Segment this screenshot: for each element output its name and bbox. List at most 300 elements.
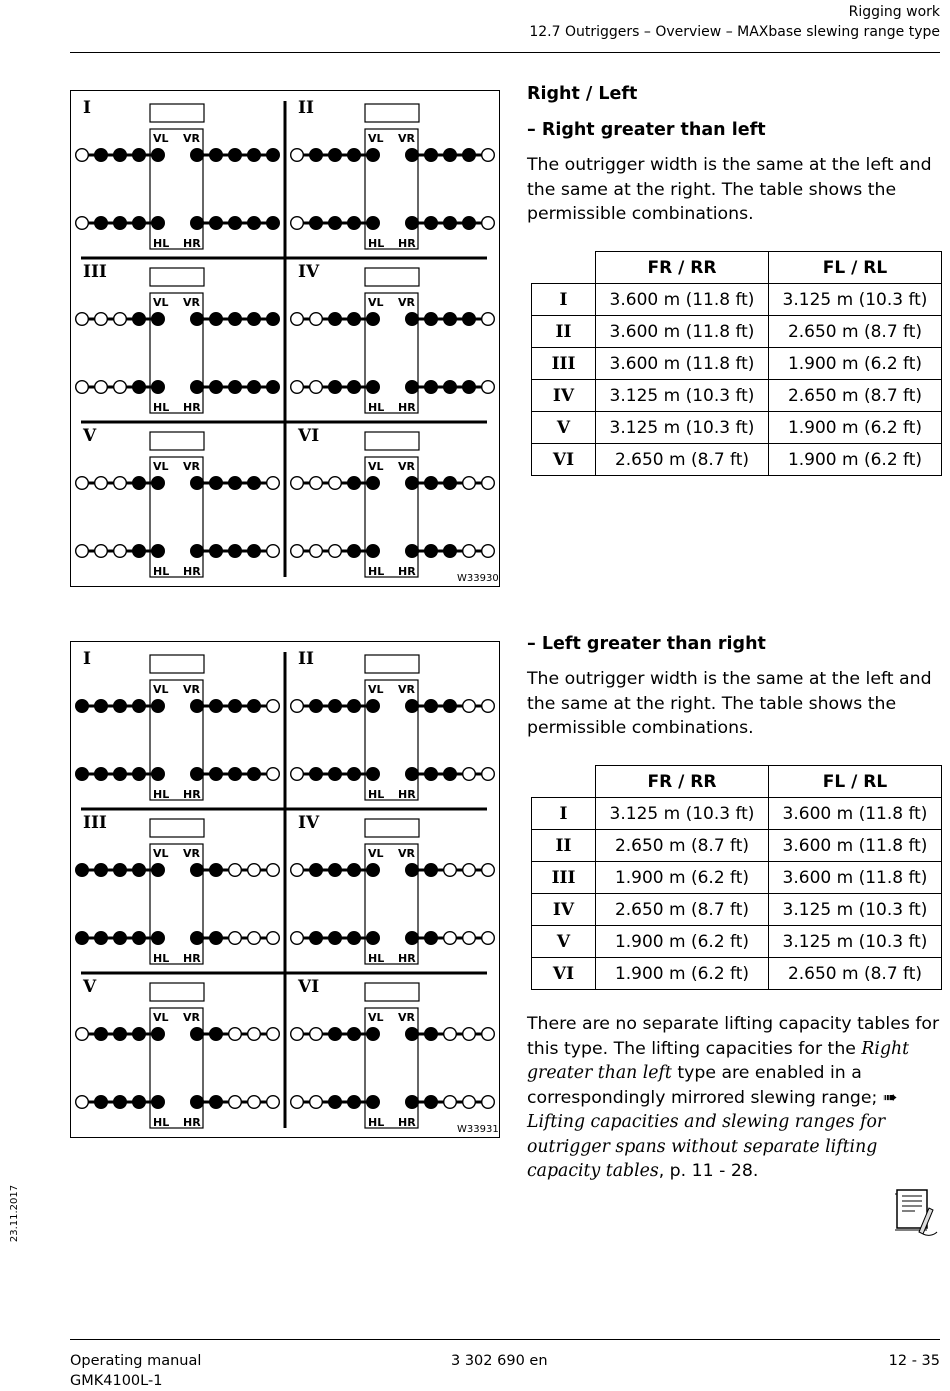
outrigger-pad-open bbox=[248, 864, 261, 877]
outrigger-pad-extended bbox=[229, 381, 242, 394]
panel-label: I bbox=[83, 649, 91, 669]
outrigger-pad-open bbox=[267, 932, 280, 945]
outrigger-pad-open bbox=[310, 545, 323, 558]
outrigger-panel-5 bbox=[76, 977, 280, 1129]
outrigger-pad-extended bbox=[406, 700, 419, 713]
axle-label-vr: VR bbox=[398, 683, 415, 696]
axle-label-vr: VR bbox=[183, 132, 200, 145]
outrigger-pad-extended bbox=[444, 313, 457, 326]
outrigger-pad-extended bbox=[329, 1096, 342, 1109]
subheading-right-greater: – Right greater than left bbox=[527, 120, 766, 140]
axle-label-vl: VL bbox=[153, 847, 169, 860]
axle-label-vl: VL bbox=[368, 132, 384, 145]
outrigger-pad-extended bbox=[191, 217, 204, 230]
outrigger-pad-extended bbox=[133, 149, 146, 162]
outrigger-pad-extended bbox=[310, 217, 323, 230]
axle-label-vl: VL bbox=[368, 683, 384, 696]
outrigger-pad-extended bbox=[406, 149, 419, 162]
axle-label-vr: VR bbox=[183, 847, 200, 860]
outrigger-pad-extended bbox=[425, 477, 438, 490]
axle-label-vr: VR bbox=[183, 1011, 200, 1024]
outrigger-pad-extended bbox=[95, 700, 108, 713]
outrigger-panel-2 bbox=[291, 98, 495, 250]
outrigger-pad-open bbox=[229, 864, 242, 877]
outrigger-pad-open bbox=[463, 545, 476, 558]
outrigger-pad-extended bbox=[133, 932, 146, 945]
panel-label: VI bbox=[298, 977, 320, 997]
outrigger-pad-extended bbox=[133, 217, 146, 230]
outrigger-pad-open bbox=[310, 313, 323, 326]
table-row: VI 2.650 m (8.7 ft) 1.900 m (6.2 ft) bbox=[532, 444, 942, 476]
outrigger-pad-open bbox=[114, 313, 127, 326]
axle-label-vl: VL bbox=[153, 296, 169, 309]
outrigger-pad-open bbox=[229, 1096, 242, 1109]
outrigger-pad-extended bbox=[425, 1096, 438, 1109]
outrigger-pad-extended bbox=[329, 864, 342, 877]
outrigger-pad-extended bbox=[444, 381, 457, 394]
outrigger-panel-5 bbox=[76, 426, 280, 578]
axle-label-vr: VR bbox=[398, 460, 415, 473]
outrigger-pad-extended bbox=[95, 864, 108, 877]
axle-label-vl: VL bbox=[153, 1011, 169, 1024]
outrigger-pad-extended bbox=[463, 313, 476, 326]
outrigger-pad-open bbox=[95, 313, 108, 326]
table-row: IV 2.650 m (8.7 ft) 3.125 m (10.3 ft) bbox=[532, 894, 942, 926]
outrigger-pad-extended bbox=[248, 381, 261, 394]
outrigger-pad-open bbox=[291, 149, 304, 162]
outrigger-panel-6 bbox=[291, 977, 495, 1129]
outrigger-pad-open bbox=[463, 700, 476, 713]
outrigger-pad-open bbox=[229, 1028, 242, 1041]
outrigger-pad-extended bbox=[191, 149, 204, 162]
outrigger-pad-open bbox=[291, 477, 304, 490]
outrigger-pad-open bbox=[291, 313, 304, 326]
outrigger-pad-extended bbox=[348, 313, 361, 326]
outrigger-pad-open bbox=[95, 381, 108, 394]
outrigger-pad-extended bbox=[329, 932, 342, 945]
outrigger-pad-extended bbox=[210, 313, 223, 326]
outrigger-pad-extended bbox=[406, 1028, 419, 1041]
outrigger-pad-extended bbox=[191, 477, 204, 490]
axle-label-hr: HR bbox=[183, 788, 201, 801]
axle-label-hl: HL bbox=[153, 1116, 170, 1129]
outrigger-pad-extended bbox=[152, 217, 165, 230]
outrigger-pad-extended bbox=[348, 864, 361, 877]
outrigger-pad-extended bbox=[425, 1028, 438, 1041]
axle-label-hr: HR bbox=[183, 565, 201, 578]
panel-box bbox=[150, 268, 204, 286]
outrigger-pad-extended bbox=[406, 217, 419, 230]
outrigger-pad-extended bbox=[229, 477, 242, 490]
axle-label-vl: VL bbox=[368, 1011, 384, 1024]
outrigger-pad-extended bbox=[310, 864, 323, 877]
panel-label: VI bbox=[298, 426, 320, 446]
outrigger-pad-extended bbox=[133, 768, 146, 781]
header-section: 12.7 Outriggers – Overview – MAXbase slewing range type bbox=[529, 24, 940, 40]
outrigger-pad-extended bbox=[114, 864, 127, 877]
outrigger-pad-open bbox=[444, 1028, 457, 1041]
axle-label-hl: HL bbox=[153, 565, 170, 578]
outrigger-pad-open bbox=[291, 700, 304, 713]
subheading-left-greater: – Left greater than right bbox=[527, 634, 766, 654]
outrigger-pad-open bbox=[76, 1028, 89, 1041]
outrigger-pad-extended bbox=[191, 1096, 204, 1109]
chassis bbox=[365, 680, 418, 800]
outrigger-pad-extended bbox=[444, 768, 457, 781]
outrigger-pad-extended bbox=[76, 700, 89, 713]
panel-box bbox=[365, 983, 419, 1001]
outrigger-pad-open bbox=[482, 932, 495, 945]
outrigger-pad-open bbox=[482, 313, 495, 326]
outrigger-pad-extended bbox=[114, 149, 127, 162]
outrigger-pad-open bbox=[482, 700, 495, 713]
panel-label: V bbox=[83, 426, 97, 446]
outrigger-pad-open bbox=[291, 768, 304, 781]
outrigger-pad-extended bbox=[406, 768, 419, 781]
outrigger-pad-extended bbox=[348, 768, 361, 781]
outrigger-pad-extended bbox=[425, 149, 438, 162]
outrigger-diagram-left-greater bbox=[70, 641, 500, 1138]
outrigger-pad-extended bbox=[444, 700, 457, 713]
outrigger-pad-extended bbox=[267, 381, 280, 394]
outrigger-pad-extended bbox=[444, 545, 457, 558]
axle-label-hr: HR bbox=[398, 1116, 416, 1129]
outrigger-pad-open bbox=[291, 1096, 304, 1109]
outrigger-pad-extended bbox=[444, 217, 457, 230]
outrigger-pad-extended bbox=[210, 700, 223, 713]
outrigger-pad-extended bbox=[267, 313, 280, 326]
axle-label-hr: HR bbox=[183, 237, 201, 250]
panel-box bbox=[365, 432, 419, 450]
outrigger-pad-extended bbox=[425, 217, 438, 230]
outrigger-pad-open bbox=[310, 1096, 323, 1109]
outrigger-pad-extended bbox=[348, 381, 361, 394]
outrigger-pad-extended bbox=[310, 768, 323, 781]
outrigger-pad-open bbox=[291, 545, 304, 558]
panel-box bbox=[150, 432, 204, 450]
footer-rule bbox=[70, 1339, 940, 1340]
outrigger-pad-open bbox=[95, 545, 108, 558]
panel-label: III bbox=[83, 813, 107, 833]
cross-reference-link[interactable]: Lifting capacities and slewing ranges for outrigger spans without separate lifting capacity tables bbox=[527, 1112, 886, 1181]
outrigger-pad-extended bbox=[133, 381, 146, 394]
paragraph-right-greater: The outrigger width is the same at the left and the same at the right. The table shows the permissible combinations. bbox=[527, 155, 932, 224]
chassis bbox=[365, 844, 418, 964]
outrigger-pad-extended bbox=[425, 313, 438, 326]
outrigger-panel-6 bbox=[291, 426, 495, 578]
outrigger-pad-open bbox=[329, 477, 342, 490]
outrigger-pad-extended bbox=[406, 932, 419, 945]
outrigger-pad-open bbox=[267, 700, 280, 713]
outrigger-pad-extended bbox=[444, 149, 457, 162]
outrigger-pad-extended bbox=[367, 217, 380, 230]
outrigger-pad-extended bbox=[329, 217, 342, 230]
outrigger-pad-open bbox=[267, 477, 280, 490]
outrigger-pad-extended bbox=[95, 1028, 108, 1041]
outrigger-pad-extended bbox=[425, 545, 438, 558]
outrigger-pad-extended bbox=[229, 313, 242, 326]
outrigger-pad-open bbox=[463, 932, 476, 945]
panel-box bbox=[150, 983, 204, 1001]
outrigger-pad-extended bbox=[95, 217, 108, 230]
axle-label-vr: VR bbox=[398, 296, 415, 309]
outrigger-pad-extended bbox=[367, 381, 380, 394]
outrigger-pad-extended bbox=[114, 217, 127, 230]
axle-label-vl: VL bbox=[368, 847, 384, 860]
outrigger-pad-extended bbox=[76, 932, 89, 945]
outrigger-pad-open bbox=[291, 864, 304, 877]
outrigger-pad-open bbox=[267, 1028, 280, 1041]
outrigger-pad-extended bbox=[152, 381, 165, 394]
outrigger-pad-open bbox=[267, 545, 280, 558]
outrigger-pad-extended bbox=[76, 768, 89, 781]
outrigger-pad-extended bbox=[367, 1028, 380, 1041]
outrigger-pad-extended bbox=[210, 217, 223, 230]
chassis bbox=[150, 680, 203, 800]
outrigger-pad-extended bbox=[406, 545, 419, 558]
outrigger-panel-2 bbox=[291, 649, 495, 801]
outrigger-pad-extended bbox=[248, 477, 261, 490]
outrigger-panel-4 bbox=[291, 262, 495, 414]
outrigger-pad-open bbox=[463, 1096, 476, 1109]
outrigger-pad-extended bbox=[425, 768, 438, 781]
outrigger-pad-extended bbox=[133, 1028, 146, 1041]
outrigger-pad-extended bbox=[210, 768, 223, 781]
outrigger-pad-open bbox=[291, 217, 304, 230]
outrigger-pad-open bbox=[291, 1028, 304, 1041]
cross-reference-arrow-icon: ➠ bbox=[882, 1087, 898, 1108]
outrigger-pad-extended bbox=[152, 864, 165, 877]
panel-box bbox=[365, 104, 419, 122]
outrigger-pad-extended bbox=[348, 932, 361, 945]
outrigger-pad-open bbox=[482, 149, 495, 162]
panel-box bbox=[150, 104, 204, 122]
axle-label-vr: VR bbox=[183, 460, 200, 473]
outrigger-pad-open bbox=[310, 381, 323, 394]
outrigger-pad-extended bbox=[191, 700, 204, 713]
outrigger-pad-extended bbox=[133, 700, 146, 713]
chassis bbox=[150, 457, 203, 577]
outrigger-pad-open bbox=[482, 768, 495, 781]
outrigger-pad-open bbox=[114, 477, 127, 490]
outrigger-pad-extended bbox=[210, 545, 223, 558]
outrigger-pad-extended bbox=[133, 545, 146, 558]
outrigger-pad-extended bbox=[367, 1096, 380, 1109]
outrigger-pad-extended bbox=[248, 700, 261, 713]
panel-label: II bbox=[298, 98, 314, 118]
panel-box bbox=[150, 655, 204, 673]
outrigger-pad-open bbox=[482, 864, 495, 877]
outrigger-panel-3 bbox=[76, 813, 280, 965]
outrigger-pad-extended bbox=[191, 545, 204, 558]
outrigger-pad-extended bbox=[367, 864, 380, 877]
panel-label: V bbox=[83, 977, 97, 997]
outrigger-pad-extended bbox=[367, 700, 380, 713]
outrigger-pad-extended bbox=[191, 381, 204, 394]
outrigger-pad-open bbox=[310, 1028, 323, 1041]
chassis bbox=[365, 293, 418, 413]
header-chapter: Rigging work bbox=[848, 4, 940, 20]
outrigger-pad-extended bbox=[248, 149, 261, 162]
outrigger-pad-open bbox=[482, 545, 495, 558]
outrigger-pad-extended bbox=[210, 864, 223, 877]
outrigger-pad-extended bbox=[348, 700, 361, 713]
outrigger-pad-extended bbox=[152, 545, 165, 558]
outrigger-pad-extended bbox=[367, 477, 380, 490]
outrigger-pad-extended bbox=[248, 313, 261, 326]
outrigger-pad-extended bbox=[133, 477, 146, 490]
axle-label-hr: HR bbox=[398, 237, 416, 250]
panel-box bbox=[150, 819, 204, 837]
outrigger-pad-extended bbox=[229, 149, 242, 162]
outrigger-pad-extended bbox=[191, 768, 204, 781]
header-rule bbox=[70, 52, 940, 53]
outrigger-pad-open bbox=[482, 381, 495, 394]
outrigger-pad-extended bbox=[310, 700, 323, 713]
axle-label-hr: HR bbox=[398, 952, 416, 965]
footer-manual: Operating manual GMK4100L-1 bbox=[70, 1353, 202, 1389]
axle-label-vr: VR bbox=[183, 683, 200, 696]
outrigger-pad-extended bbox=[133, 1096, 146, 1109]
figure-code: W33931 bbox=[457, 1124, 499, 1135]
outrigger-pad-extended bbox=[229, 217, 242, 230]
outrigger-pad-extended bbox=[191, 1028, 204, 1041]
axle-label-hr: HR bbox=[183, 401, 201, 414]
outrigger-pad-open bbox=[267, 1096, 280, 1109]
outrigger-pad-extended bbox=[367, 932, 380, 945]
outrigger-pad-extended bbox=[367, 313, 380, 326]
outrigger-pad-open bbox=[482, 1028, 495, 1041]
panel-box bbox=[365, 819, 419, 837]
outrigger-pad-extended bbox=[406, 313, 419, 326]
outrigger-pad-extended bbox=[267, 217, 280, 230]
outrigger-pad-extended bbox=[210, 381, 223, 394]
outrigger-pad-extended bbox=[152, 1028, 165, 1041]
outrigger-pad-extended bbox=[329, 149, 342, 162]
table-row: I 3.125 m (10.3 ft) 3.600 m (11.8 ft) bbox=[532, 798, 942, 830]
axle-label-hl: HL bbox=[153, 237, 170, 250]
outrigger-diagram-svg bbox=[71, 642, 499, 1137]
outrigger-pad-open bbox=[76, 477, 89, 490]
axle-label-vl: VL bbox=[153, 460, 169, 473]
outrigger-pad-open bbox=[76, 1096, 89, 1109]
outrigger-pad-extended bbox=[191, 932, 204, 945]
table-row: V 1.900 m (6.2 ft) 3.125 m (10.3 ft) bbox=[532, 926, 942, 958]
outrigger-pad-extended bbox=[425, 700, 438, 713]
axle-label-hl: HL bbox=[368, 565, 385, 578]
outrigger-pad-extended bbox=[248, 768, 261, 781]
outrigger-pad-extended bbox=[152, 700, 165, 713]
table-row: II 3.600 m (11.8 ft) 2.650 m (8.7 ft) bbox=[532, 316, 942, 348]
outrigger-pad-extended bbox=[191, 313, 204, 326]
outrigger-panel-3 bbox=[76, 262, 280, 414]
column-header-fl-rl: FL / RL bbox=[769, 252, 942, 284]
outrigger-pad-extended bbox=[425, 381, 438, 394]
table-row: II 2.650 m (8.7 ft) 3.600 m (11.8 ft) bbox=[532, 830, 942, 862]
outrigger-pad-open bbox=[248, 1096, 261, 1109]
outrigger-pad-open bbox=[76, 545, 89, 558]
outrigger-pad-extended bbox=[210, 932, 223, 945]
outrigger-pad-extended bbox=[348, 149, 361, 162]
panel-box bbox=[365, 268, 419, 286]
outrigger-pad-extended bbox=[425, 864, 438, 877]
outrigger-pad-open bbox=[463, 768, 476, 781]
outrigger-pad-extended bbox=[310, 932, 323, 945]
column-header-fl-rl: FL / RL bbox=[769, 766, 942, 798]
outrigger-pad-extended bbox=[133, 864, 146, 877]
outrigger-pad-extended bbox=[463, 217, 476, 230]
outrigger-pad-open bbox=[329, 545, 342, 558]
chassis bbox=[150, 1008, 203, 1128]
table-row: IV 3.125 m (10.3 ft) 2.650 m (8.7 ft) bbox=[532, 380, 942, 412]
outrigger-pad-extended bbox=[267, 149, 280, 162]
outrigger-pad-extended bbox=[133, 313, 146, 326]
outrigger-pad-open bbox=[463, 1028, 476, 1041]
outrigger-pad-open bbox=[482, 217, 495, 230]
outrigger-pad-open bbox=[444, 864, 457, 877]
outrigger-pad-extended bbox=[348, 545, 361, 558]
outrigger-pad-extended bbox=[348, 477, 361, 490]
outrigger-pad-extended bbox=[329, 700, 342, 713]
outrigger-pad-open bbox=[267, 768, 280, 781]
panel-label: IV bbox=[298, 262, 320, 282]
outrigger-pad-extended bbox=[152, 149, 165, 162]
outrigger-pad-extended bbox=[348, 217, 361, 230]
lifting-capacity-note: There are no separate lifting capacity tables for this type. The lifting capacities for the Right greater than left type are enabled in a correspondingly mirrored slewing range; ➠ Lifting capacities and slewing ranges for outrigger spans without separate lifting capacity tables, p. 11 - 28. bbox=[527, 1014, 940, 1181]
axle-label-vl: VL bbox=[153, 683, 169, 696]
chassis bbox=[365, 457, 418, 577]
axle-label-hr: HR bbox=[398, 401, 416, 414]
outrigger-pad-extended bbox=[229, 545, 242, 558]
outrigger-pad-extended bbox=[114, 1096, 127, 1109]
outrigger-pad-extended bbox=[152, 1096, 165, 1109]
panel-box bbox=[365, 655, 419, 673]
outrigger-pad-open bbox=[76, 313, 89, 326]
axle-label-hr: HR bbox=[183, 1116, 201, 1129]
axle-label-vr: VR bbox=[398, 847, 415, 860]
combination-table-right-greater bbox=[531, 251, 942, 476]
outrigger-pad-open bbox=[114, 545, 127, 558]
outrigger-pad-open bbox=[76, 149, 89, 162]
outrigger-pad-extended bbox=[367, 545, 380, 558]
outrigger-pad-extended bbox=[95, 932, 108, 945]
outrigger-pad-extended bbox=[406, 381, 419, 394]
outrigger-pad-extended bbox=[229, 700, 242, 713]
outrigger-pad-extended bbox=[95, 149, 108, 162]
outrigger-pad-extended bbox=[76, 864, 89, 877]
outrigger-pad-extended bbox=[329, 313, 342, 326]
panel-label: II bbox=[298, 649, 314, 669]
axle-label-vl: VL bbox=[153, 132, 169, 145]
footer-doc-number: 3 302 690 en bbox=[451, 1353, 548, 1369]
axle-label-hl: HL bbox=[368, 952, 385, 965]
outrigger-pad-open bbox=[229, 932, 242, 945]
axle-label-hl: HL bbox=[368, 1116, 385, 1129]
outrigger-pad-extended bbox=[367, 149, 380, 162]
outrigger-pad-extended bbox=[210, 149, 223, 162]
outrigger-pad-open bbox=[76, 381, 89, 394]
outrigger-pad-extended bbox=[463, 381, 476, 394]
outrigger-panel-1 bbox=[76, 98, 280, 250]
axle-label-vl: VL bbox=[368, 296, 384, 309]
outrigger-panel-1 bbox=[76, 649, 280, 801]
panel-label: IV bbox=[298, 813, 320, 833]
outrigger-pad-open bbox=[291, 932, 304, 945]
outrigger-pad-open bbox=[444, 932, 457, 945]
outrigger-panel-4 bbox=[291, 813, 495, 965]
side-date: 23.11.2017 bbox=[9, 1184, 21, 1243]
axle-label-hl: HL bbox=[153, 401, 170, 414]
